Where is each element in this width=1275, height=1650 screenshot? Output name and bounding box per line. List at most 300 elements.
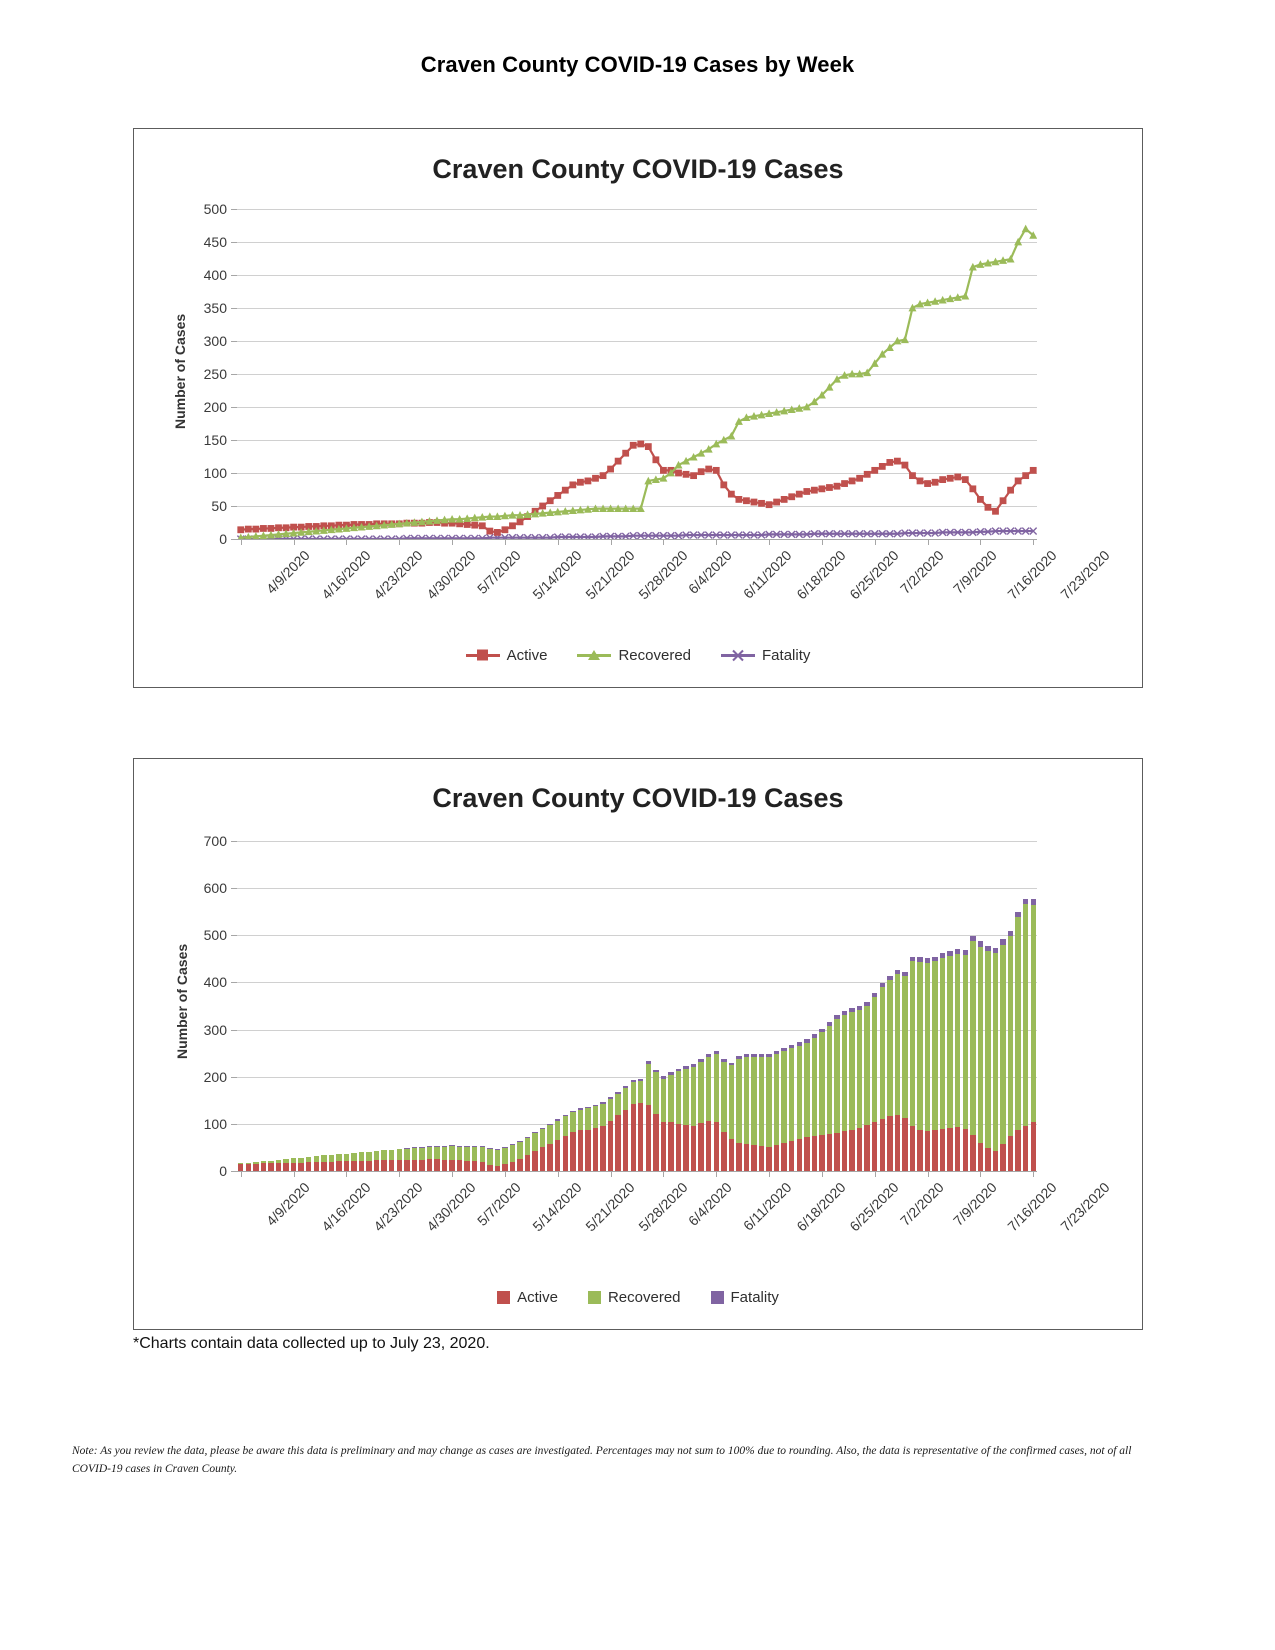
x-tick-label: 5/14/2020 (529, 1179, 585, 1235)
bar-segment (797, 1042, 802, 1045)
bar-segment (653, 1070, 658, 1072)
bar-segment (397, 1149, 402, 1160)
x-tick-label: 5/21/2020 (581, 1179, 638, 1235)
bar-segment (759, 1054, 764, 1057)
bar-segment (276, 1160, 281, 1163)
bar-segment (902, 972, 907, 976)
bar-segment (895, 1115, 900, 1171)
bar-segment (1008, 931, 1013, 937)
bar-segment (608, 1099, 613, 1121)
x-tick-mark (822, 1171, 823, 1177)
bar-segment (1031, 905, 1036, 1122)
bar-segment (495, 1149, 500, 1150)
bar-segment (480, 1146, 485, 1162)
bar-segment (736, 1143, 741, 1171)
bar-segment (615, 1092, 620, 1094)
bar-segment (646, 1105, 651, 1171)
bar-segment (578, 1130, 583, 1171)
bar-segment (985, 1148, 990, 1171)
legend-label-active: Active (506, 647, 548, 664)
fatality-color-swatch (711, 1291, 724, 1304)
chart-footnote: *Charts contain data collected up to July 23, 2020. (133, 1335, 490, 1352)
bar-segment (691, 1067, 696, 1125)
bar-segment (963, 955, 968, 1128)
y-tick-label: 450 (203, 234, 227, 250)
bar-segment (638, 1079, 643, 1081)
x-tick-mark (875, 539, 876, 545)
line-chart-plot-area (203, 201, 1113, 603)
legend-label-fatality: Fatality (762, 647, 811, 664)
bar-segment (555, 1119, 560, 1120)
bar-segment (608, 1121, 613, 1171)
bar-segment (970, 936, 975, 941)
bar-segment (744, 1054, 749, 1057)
y-tick-label: 100 (203, 1115, 227, 1132)
bar-segment (714, 1122, 719, 1171)
page-title: Craven County COVID-19 Cases by Week (420, 52, 855, 77)
bar-segment (472, 1146, 477, 1161)
bar-segment (970, 941, 975, 1135)
bar-segment (940, 958, 945, 1129)
bar-segment (329, 1162, 334, 1171)
bar-segment (374, 1160, 379, 1171)
bar-segment (283, 1159, 288, 1163)
bar-segment (955, 949, 960, 954)
gridline (237, 935, 1037, 936)
bar-segment (917, 962, 922, 1130)
bar-segment (359, 1152, 364, 1160)
x-tick-label: 7/23/2020 (1057, 1179, 1113, 1235)
gridline (237, 888, 1037, 889)
x-tick-mark (769, 539, 770, 545)
bar-segment (902, 1118, 907, 1171)
bar-segment (434, 1159, 439, 1171)
x-tick-mark (346, 1171, 347, 1177)
bar-segment (676, 1124, 681, 1171)
bar-segment (751, 1145, 756, 1171)
y-tick-label: 700 (203, 833, 227, 849)
x-axis-line (237, 1171, 1037, 1172)
bar-segment (306, 1162, 311, 1171)
bar-segment (917, 957, 922, 961)
bar-segment (947, 951, 952, 956)
bar-segment (563, 1116, 568, 1136)
bar-segment (1008, 1136, 1013, 1171)
bar-chart-panel (133, 758, 1143, 1330)
bar-segment (434, 1146, 439, 1159)
y-tick-label: 400 (203, 974, 227, 991)
bar-segment (525, 1155, 530, 1171)
x-tick-mark (399, 539, 400, 545)
bar-segment (585, 1107, 590, 1108)
bar-segment (751, 1054, 756, 1057)
bar-segment (864, 1006, 869, 1125)
bar-segment (842, 1131, 847, 1171)
x-tick-label: 4/16/2020 (317, 1179, 374, 1235)
bar-segment (789, 1048, 794, 1140)
bar-segment (706, 1121, 711, 1171)
bar-segment (336, 1161, 341, 1171)
legend-label-recovered: Recovered (618, 647, 692, 664)
bar-segment (646, 1064, 651, 1105)
bar-segment (963, 950, 968, 955)
bar-segment (593, 1106, 598, 1128)
y-tick-label: 50 (211, 498, 227, 514)
bar-segment (910, 1126, 915, 1171)
bar-segment (1000, 939, 1005, 945)
x-tick-mark (611, 539, 612, 545)
bar-segment (563, 1136, 568, 1171)
x-tick-label: 5/14/2020 (529, 547, 585, 603)
bar-segment (947, 1128, 952, 1171)
bar-segment (600, 1102, 605, 1104)
bar-segment (721, 1059, 726, 1062)
bar-segment (480, 1162, 485, 1171)
bar-segment (487, 1148, 492, 1149)
bar-segment (238, 1163, 243, 1164)
bar-segment (698, 1062, 703, 1123)
bar-segment (932, 957, 937, 961)
bar-segment (932, 1130, 937, 1171)
bar-segment (449, 1160, 454, 1171)
bar-segment (661, 1079, 666, 1122)
x-tick-label: 6/18/2020 (793, 1179, 849, 1235)
bar-segment (849, 1008, 854, 1012)
bar-segment (661, 1076, 666, 1078)
bar-segment (864, 1125, 869, 1171)
bar-segment (880, 1119, 885, 1171)
bar-segment (600, 1126, 605, 1171)
bar-segment (781, 1051, 786, 1142)
bar-segment (1023, 904, 1028, 1126)
bar-segment (721, 1062, 726, 1133)
bar-segment (623, 1110, 628, 1171)
bar-segment (427, 1159, 432, 1171)
line-chart-legend (134, 647, 1142, 664)
bar-segment (1000, 1144, 1005, 1171)
y-tick-label: 600 (203, 880, 227, 897)
bar-segment (653, 1072, 658, 1114)
bar-segment (646, 1061, 651, 1063)
y-tick-mark (231, 841, 237, 842)
bar-segment (797, 1046, 802, 1139)
bar-segment (638, 1081, 643, 1103)
x-tick-label: 4/30/2020 (423, 1179, 479, 1235)
bar-segment (593, 1105, 598, 1106)
x-tick-label: 4/9/2020 (262, 547, 313, 597)
bar-segment (600, 1104, 605, 1126)
bar-segment (993, 1151, 998, 1171)
y-tick-label: 0 (219, 531, 227, 547)
bar-segment (314, 1156, 319, 1162)
bar-segment (864, 1002, 869, 1006)
y-tick-mark (231, 982, 237, 983)
x-tick-label: 5/28/2020 (634, 547, 691, 603)
bar-segment (895, 974, 900, 1115)
x-tick-label: 6/4/2020 (685, 547, 736, 597)
bar-segment (978, 1143, 983, 1171)
bar-segment (932, 961, 937, 1131)
x-tick-label: 7/16/2020 (1004, 547, 1061, 603)
bar-segment (857, 1128, 862, 1171)
bar-segment (759, 1057, 764, 1146)
bar-segment (774, 1145, 779, 1171)
bar-segment (797, 1139, 802, 1171)
active-color-swatch (497, 1291, 510, 1304)
line-chart-panel (133, 128, 1143, 688)
bar-segment (834, 1133, 839, 1171)
bar-segment (487, 1149, 492, 1165)
line-series-group (237, 209, 1037, 539)
line-chart-y-axis-label: Number of Cases (172, 313, 188, 429)
x-tick-label: 6/25/2020 (846, 1179, 902, 1235)
bar-segment (774, 1054, 779, 1145)
bar-segment (291, 1163, 296, 1171)
bar-segment (804, 1039, 809, 1042)
bar-segment (668, 1072, 673, 1074)
bar-segment (978, 947, 983, 1143)
bar-segment (759, 1146, 764, 1171)
x-tick-mark (928, 1171, 929, 1177)
bar-segment (887, 1116, 892, 1171)
bar-segment (495, 1150, 500, 1166)
bar-segment (351, 1161, 356, 1171)
bar-segment (268, 1161, 273, 1164)
bar-segment (381, 1150, 386, 1160)
x-tick-mark (716, 539, 717, 545)
bar-segment (525, 1138, 530, 1155)
bar-segment (895, 970, 900, 974)
bar-segment (510, 1144, 515, 1145)
bar-segment (766, 1057, 771, 1147)
y-tick-label: 100 (203, 465, 227, 481)
x-tick-label: 5/21/2020 (581, 547, 638, 603)
bar-segment (857, 1010, 862, 1128)
bar-segment (570, 1132, 575, 1171)
x-tick-label: 5/7/2020 (474, 547, 524, 597)
bar-segment (751, 1057, 756, 1145)
bar-segment (849, 1130, 854, 1171)
bar-segment (397, 1160, 402, 1171)
bar-segment (412, 1148, 417, 1160)
bar-segment (359, 1161, 364, 1171)
x-tick-label: 7/2/2020 (896, 547, 947, 597)
bar-segment (419, 1147, 424, 1159)
bar-segment (819, 1135, 824, 1171)
x-tick-mark (928, 539, 929, 545)
bar-segment (419, 1160, 424, 1171)
bar-segment (925, 958, 930, 962)
bar-segment (593, 1128, 598, 1171)
bar-segment (993, 948, 998, 954)
bar-segment (940, 1129, 945, 1171)
legend-item-recovered (588, 1289, 681, 1306)
active-line-swatch (466, 649, 500, 662)
x-tick-label: 6/4/2020 (685, 1179, 736, 1229)
bar-segment (389, 1150, 394, 1160)
x-tick-mark (294, 539, 295, 545)
bar-segment (781, 1048, 786, 1051)
bar-segment (993, 953, 998, 1151)
bar-segment (246, 1163, 251, 1164)
bar-segment (623, 1088, 628, 1110)
y-tick-label: 300 (203, 1021, 227, 1038)
bar-segment (676, 1071, 681, 1124)
bar-segment (925, 963, 930, 1132)
x-tick-mark (980, 1171, 981, 1177)
legend-label-active: Active (517, 1289, 558, 1306)
x-tick-mark (346, 539, 347, 545)
bar-segment (253, 1164, 258, 1171)
bar-segment (638, 1103, 643, 1171)
x-tick-mark (294, 1171, 295, 1177)
x-tick-label: 4/23/2020 (370, 1179, 427, 1235)
bar-segment (510, 1145, 515, 1162)
bar-segment (729, 1065, 734, 1139)
x-tick-mark (663, 539, 664, 545)
legend-item-recovered (577, 647, 691, 664)
y-tick-label: 0 (219, 1163, 227, 1179)
x-tick-label: 6/25/2020 (846, 547, 902, 603)
legend-label-recovered: Recovered (607, 1289, 681, 1306)
bar-segment (736, 1059, 741, 1143)
bar-segment (1000, 945, 1005, 1144)
bar-segment (683, 1069, 688, 1125)
bar-segment (615, 1094, 620, 1116)
x-tick-label: 4/16/2020 (317, 547, 374, 603)
bar-segment (812, 1136, 817, 1171)
bar-segment (744, 1144, 749, 1171)
bar-chart-title: Craven County COVID-19 Cases (432, 783, 844, 813)
x-tick-label: 7/23/2020 (1057, 547, 1113, 603)
x-axis-line (237, 539, 1037, 540)
bar-segment (872, 993, 877, 997)
bar-segment (246, 1164, 251, 1171)
x-tick-mark (1033, 539, 1034, 545)
bar-segment (1031, 1122, 1036, 1171)
bar-segment (1031, 899, 1036, 905)
legend-item-active (466, 647, 548, 664)
bar-segment (706, 1057, 711, 1121)
x-tick-mark (1033, 1171, 1034, 1177)
bar-segment (298, 1163, 303, 1171)
bar-segment (691, 1126, 696, 1171)
bar-segment (329, 1155, 334, 1162)
bar-segment (540, 1129, 545, 1147)
bar-segment (1008, 936, 1013, 1136)
legend-item-fatality (711, 1289, 779, 1306)
x-tick-label: 7/9/2020 (949, 1179, 1000, 1229)
bar-segment (872, 1122, 877, 1171)
data-disclaimer-note: Note: As you review the data, please be aware this data is preliminary and may change as cases are investigated. Percentages may not sum to 100% due to rounding. Also, the data is representative of the confirmed cases, not of all COVID-19 cases in Craven County. (72, 1445, 1132, 1475)
x-tick-label: 5/28/2020 (634, 1179, 691, 1235)
bar-segment (366, 1152, 371, 1161)
bar-chart-y-axis-label: Number of Cases (174, 943, 190, 1059)
y-tick-label: 200 (203, 399, 227, 415)
bar-segment (570, 1112, 575, 1132)
bar-segment (766, 1147, 771, 1172)
x-tick-mark (558, 539, 559, 545)
bar-segment (947, 956, 952, 1128)
fatality-line-swatch (721, 649, 755, 662)
x-tick-mark (822, 539, 823, 545)
x-tick-mark (980, 539, 981, 545)
bar-segment (729, 1139, 734, 1171)
bar-segment (955, 1127, 960, 1171)
bar-segment (623, 1086, 628, 1088)
bar-segment (985, 946, 990, 951)
x-tick-mark (452, 539, 453, 545)
bar-segment (517, 1159, 522, 1171)
y-tick-label: 250 (203, 366, 227, 382)
bar-segment (691, 1064, 696, 1067)
y-tick-mark (231, 1077, 237, 1078)
bar-segment (442, 1160, 447, 1171)
y-tick-mark (231, 1030, 237, 1031)
bar-segment (1015, 912, 1020, 918)
y-tick-label: 400 (203, 267, 227, 283)
x-tick-label: 6/18/2020 (793, 547, 849, 603)
bar-segment (344, 1161, 349, 1171)
bar-segment (917, 1130, 922, 1171)
bar-segment (925, 1131, 930, 1171)
bar-segment (457, 1146, 462, 1160)
legend-label-fatality: Fatality (730, 1289, 779, 1306)
bar-segment (298, 1158, 303, 1163)
bar-segment (698, 1059, 703, 1062)
bar-segment (940, 953, 945, 958)
y-tick-label: 500 (203, 927, 227, 944)
bar-segment (661, 1122, 666, 1171)
bar-segment (827, 1134, 832, 1171)
bar-segment (449, 1146, 454, 1160)
x-tick-label: 6/11/2020 (740, 547, 795, 602)
bar-segment (970, 1135, 975, 1171)
bar-segment (615, 1115, 620, 1171)
x-tick-mark (505, 1171, 506, 1177)
bar-segment (1015, 917, 1020, 1129)
bar-segment (766, 1054, 771, 1057)
bar-segment (261, 1163, 266, 1171)
bar-segment (978, 941, 983, 946)
x-tick-label: 6/11/2020 (740, 1179, 795, 1234)
bar-segment (721, 1132, 726, 1171)
bar-segment (253, 1162, 258, 1164)
bar-segment (472, 1161, 477, 1171)
bar-segment (404, 1148, 409, 1159)
bar-segment (849, 1012, 854, 1130)
bar-segment (404, 1160, 409, 1171)
bar-segment (578, 1108, 583, 1109)
bar-segment (880, 983, 885, 987)
bar-segment (381, 1160, 386, 1171)
x-tick-mark (399, 1171, 400, 1177)
bar-segment (827, 1022, 832, 1026)
bar-segment (442, 1146, 447, 1160)
bar-segment (276, 1163, 281, 1171)
bar-segment (812, 1038, 817, 1136)
bar-segment (683, 1125, 688, 1171)
bar-segment (698, 1123, 703, 1171)
bar-segment (261, 1161, 266, 1163)
x-tick-label: 5/7/2020 (474, 1179, 524, 1229)
bar-segment (902, 976, 907, 1118)
y-tick-label: 300 (203, 333, 227, 349)
y-tick-label: 350 (203, 300, 227, 316)
bar-segment (457, 1160, 462, 1171)
x-tick-label: 4/9/2020 (262, 1179, 313, 1229)
bar-segment (525, 1137, 530, 1138)
